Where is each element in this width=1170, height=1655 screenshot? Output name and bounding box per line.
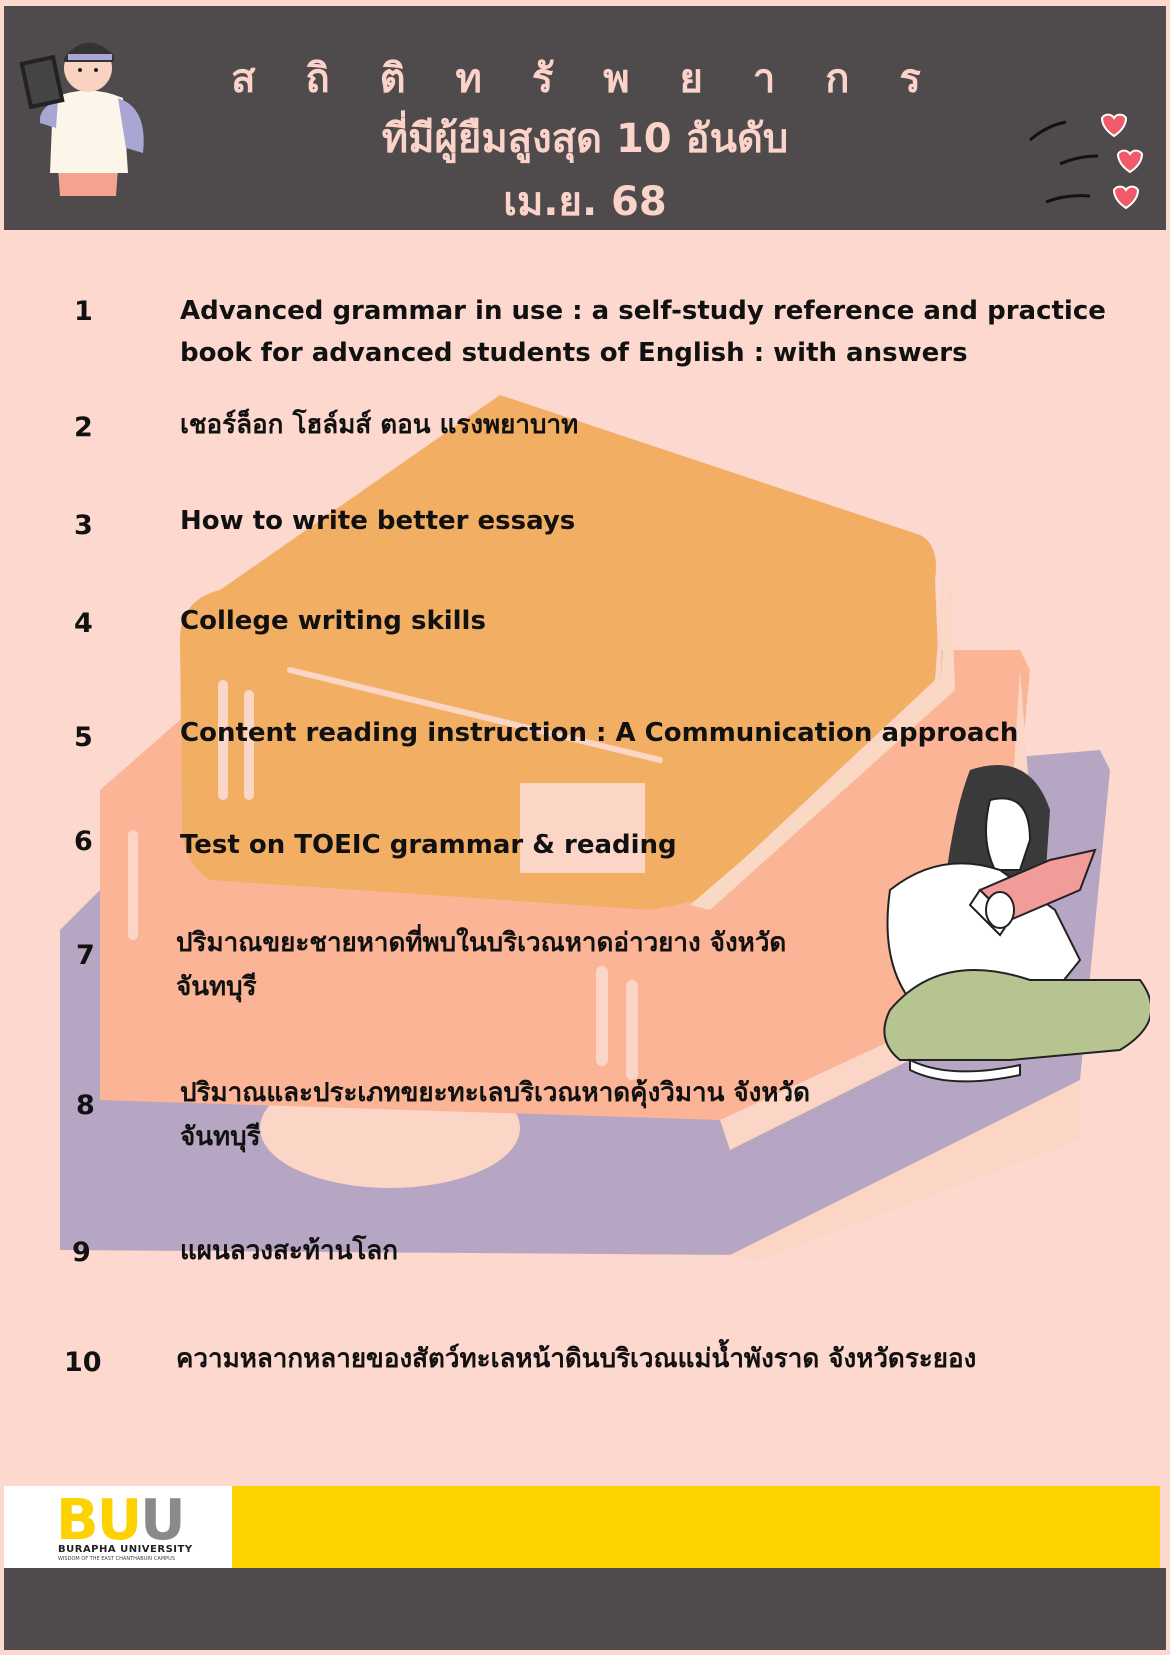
book-title: เชอร์ล็อก โฮล์มส์ ตอน แรงพยาบาท xyxy=(180,410,579,440)
footer-yellow-bar xyxy=(232,1486,1160,1568)
logo-letter-b: B xyxy=(56,1488,97,1553)
rank-number: 3 xyxy=(74,510,93,541)
rank-number: 8 xyxy=(76,1090,95,1121)
book-title: ความหลากหลายของสัตว์ทะเลหน้าดินบริเวณแม่น้ำพังราด จังหวัดระยอง xyxy=(176,1344,977,1374)
logo-letter-u: U xyxy=(96,1488,141,1553)
rank-number: 5 xyxy=(74,722,93,753)
book-title: College writing skills xyxy=(180,606,486,636)
book-title: แผนลวงสะท้านโลก xyxy=(180,1236,398,1266)
book-title: How to write better essays xyxy=(180,506,576,536)
title-line-2: ที่มีผู้ยืมสูงสุด 10 อันดับ xyxy=(381,116,789,162)
book-title-continuation: จันทบุรี xyxy=(176,972,257,1002)
book-title: Test on TOEIC grammar & reading xyxy=(180,830,677,860)
rank-number: 10 xyxy=(64,1347,102,1378)
girl-reading-illustration xyxy=(880,760,1150,1090)
title-line-1: ส ถิ ติ ท รั พ ย า ก ร xyxy=(231,56,939,102)
book-title: ปริมาณขยะชายหาดที่พบในบริเวณหาดอ่าวยาง จังหวัด xyxy=(176,928,787,958)
university-name: BURAPHA UNIVERSITY xyxy=(58,1544,193,1555)
rank-number: 4 xyxy=(74,608,93,639)
book-title: ปริมาณและประเภทขยะทะเลบริเวณหาดคุ้งวิมาน จังหวัด xyxy=(180,1078,810,1108)
book-title-continuation: จันทบุรี xyxy=(180,1122,261,1152)
book-title: Content reading instruction : A Communication approach xyxy=(180,718,1019,748)
rank-number: 1 xyxy=(74,296,93,327)
title-line-3: เม.ย. 68 xyxy=(503,179,667,225)
rank-number: 7 xyxy=(76,940,95,971)
logo-letter-u-grey: U xyxy=(140,1488,184,1553)
rank-number: 6 xyxy=(74,826,93,857)
university-tagline: WISDOM OF THE EAST CHANTHABURI CAMPUS xyxy=(58,1556,175,1562)
book-title-continuation: book for advanced students of English : with answers xyxy=(180,338,968,368)
book-title: Advanced grammar in use : a self-study reference and practice xyxy=(180,296,1106,326)
rank-number: 9 xyxy=(72,1237,91,1268)
rank-number: 2 xyxy=(74,412,93,443)
footer-dark-bar xyxy=(4,1568,1166,1650)
